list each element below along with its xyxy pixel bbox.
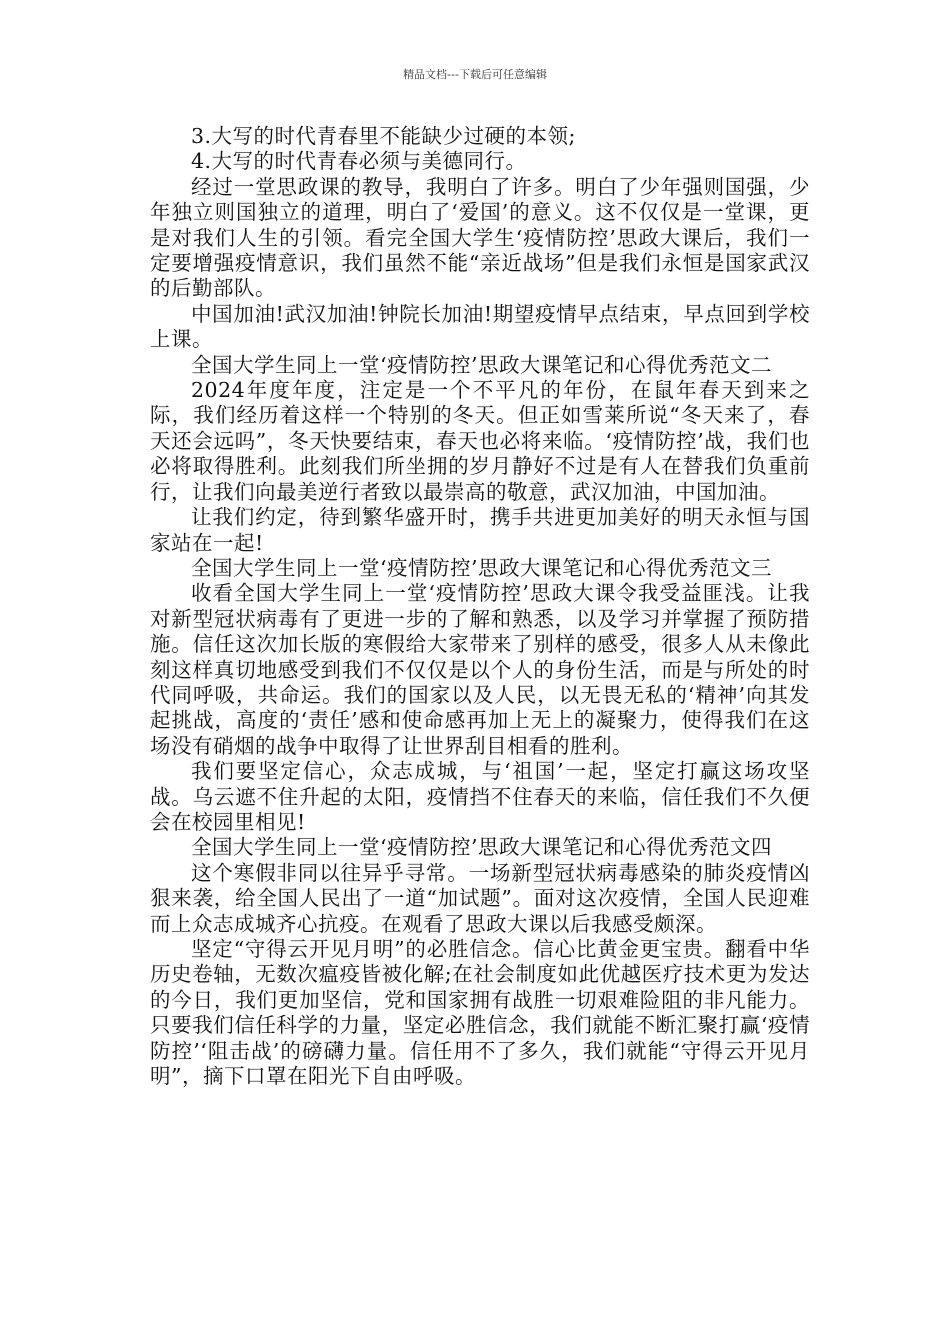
body-paragraph: 坚定“守得云开见月明”的必胜信念。信心比黄金更宝贵。翻看中华历史卷轴，无数次瘟疫皆被化解;在社会制度如此优越医疗技术更为发达的今日，我们更加坚信，党和国家拥有战胜一切艰难险阻的非凡能力。只要我们信任科学的力量，坚定必胜信念，我们就能不断汇聚打赢‘疫情防控’‘阻击战’的磅礴力量。信任用不了多久，我们就能“守得云开见月明”，摘下口罩在阳光下自由呼吸。	[150, 937, 810, 1089]
page-header: 精品文档---下载后可任意编辑	[403, 68, 547, 81]
document-body	[150, 124, 810, 1089]
body-paragraph: 经过一堂思政课的教导，我明白了许多。明白了少年强则国强，少年独立则国独立的道理，明白了‘爱国’的意义。这不仅仅是一堂课，更是对我们人生的引领。看完全国大学生‘疫情防控’思政大课后，我们一定要增强疫情意识，我们虽然不能“亲近战场”但是我们永恒是国家武汉的后勤部队。	[150, 174, 810, 301]
section-heading-4: 全国大学生同上一堂‘疫情防控’思政大课笔记和心得优秀范文四	[191, 835, 773, 860]
list-item-3: 3.大写的时代青春里不能缺少过硬的本领;	[191, 124, 576, 148]
section-heading-2: 全国大学生同上一堂‘疫情防控’思政大课笔记和心得优秀范文二	[191, 352, 773, 377]
body-paragraph: 2024年度年度，注定是一个不平凡的年份，在鼠年春天到来之际，我们经历着这样一个特别的冬天。但正如雪莱所说“冬天来了，春天还会远吗”，冬天快要结束，春天也必将来临。‘疫情防控’战，我们也必将取得胜利。此刻我们所坐拥的岁月静好不过是有人在替我们负重前行，让我们向最美逆行者致以最崇高的敬意，武汉加油，中国加油。	[150, 378, 810, 504]
list-item-4: 4.大写的时代青春必须与美德同行。	[191, 149, 527, 174]
body-paragraph: 我们要坚定信心，众志成城，与‘祖国’一起，坚定打赢这场攻坚战。乌云遮不住升起的太阳，疫情挡不住春天的来临，信任我们不久便会在校园里相见!	[150, 759, 810, 834]
section-heading-3: 全国大学生同上一堂‘疫情防控’思政大课笔记和心得优秀范文三	[191, 555, 773, 580]
body-paragraph: 中国加油!武汉加油!钟院长加油!期望疫情早点结束，早点回到学校上课。	[150, 301, 810, 352]
body-paragraph: 让我们约定，待到繁华盛开时，携手共进更加美好的明天永恒与国家站在一起!	[150, 505, 810, 555]
body-paragraph: 收看全国大学生同上一堂‘疫情防控’思政大课令我受益匪浅。让我对新型冠状病毒有了更进一步的了解和熟悉，以及学习并掌握了预防措施。信任这次加长版的寒假给大家带来了别样的感受，很多人从未像此刻这样真切地感受到我们不仅仅是以个人的身份生活，而是与所处的时代同呼吸，共命运。我们的国家以及人民，以无畏无私的‘精神’向其发起挑战，高度的‘责任’感和使命感再加上无上的凝聚力，使得我们在这场没有硝烟的战争中取得了让世界刮目相看的胜利。	[150, 581, 810, 758]
body-paragraph: 这个寒假非同以往异乎寻常。一场新型冠状病毒感染的肺炎疫情凶狠来袭，给全国人民出了一道“加试题”。面对这次疫情，全国人民迎难而上众志成城齐心抗疫。在观看了思政大课以后我感受颇深。	[150, 860, 810, 936]
